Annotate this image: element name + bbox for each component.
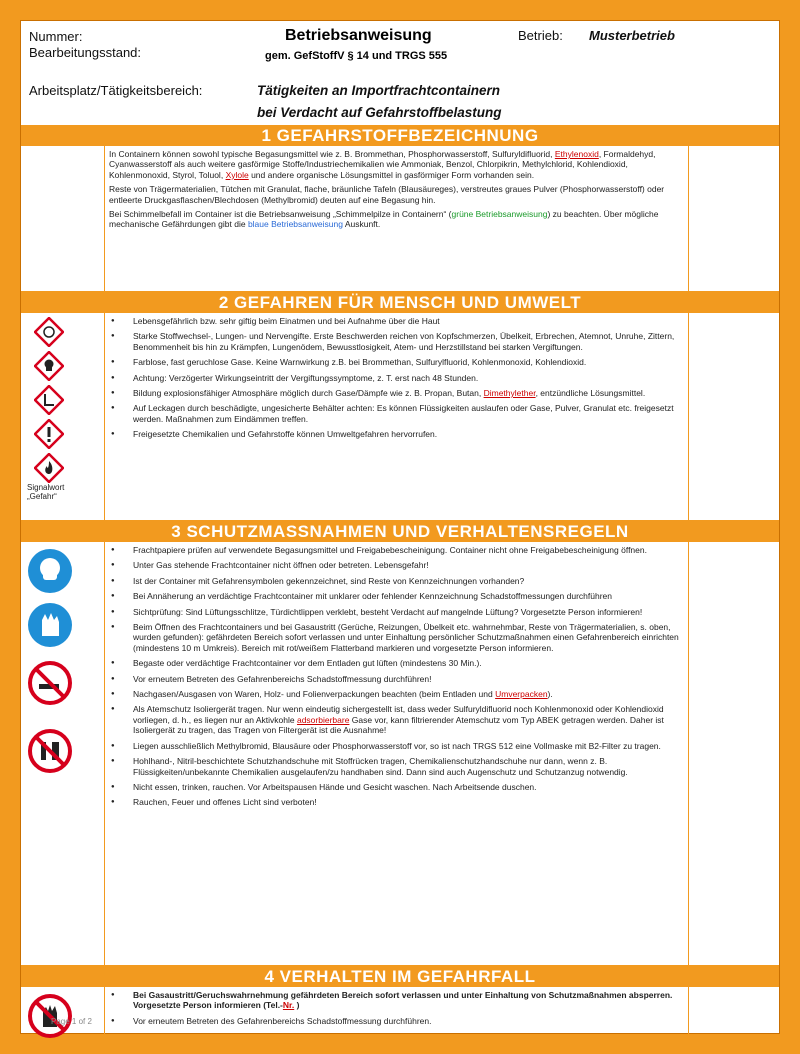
arbeitsplatz-line2: bei Verdacht auf Gefahrstoffbelastung bbox=[257, 105, 502, 120]
no-smoking-icon bbox=[27, 660, 73, 706]
document-header bbox=[21, 21, 779, 125]
list-item: ● Bei Gasaustritt/Geruchswahrnehmung gefährdeten Bereich sofort verlassen und unter Einhaltung von Schutzmaßnahmen absperren. Vorgesetzte Person informieren (Tel.-Nr. ) bbox=[109, 990, 684, 1011]
list-item: ● Unter Gas stehende Frachtcontainer nicht öffnen oder betreten. Lebensgefahr! bbox=[109, 560, 684, 570]
ghs-health-hazard-icon bbox=[34, 385, 64, 415]
ghs-gas-cylinder-icon bbox=[34, 317, 64, 347]
list-item: ● Bei Annäherung an verdächtige Frachtcontainer mit unklarer oder fehlender Kennzeichnung Schadstoffmessungen durchführen bbox=[109, 591, 684, 601]
section1-text: In Containern können sowohl typische Begasungsmittel wie z. B. Brommethan, Phosphorwasserstoff, Sulfuryldifluorid, Ethylenoxid, Formaldehyd, Cyanwasserstoff als auch weitere gasförmige Stoffe/Industriechemikalien wie Ammoniak, Benzol, Chlorpikrin, Methylchlorid, Kohlendioxid, Kohlenmonoxid, Styrol, Toluol, Xylole und andere organische Lösungsmittel in gasförmiger Form vorhanden sein. Reste von Trägermaterialien, Tütchen mit Granulat, flache, bräunliche Tafeln (Blausäureges), verstreutes graues Pulver (Phosphorwasserstoff) oder entleerte Druckgasflaschen/Blechdosen (Methylbromid) deuten auf eine Begasung hin. Bei Schimmelbefall im Container ist die Betriebsanweisung „Schimmelpilze in Containern“ (grüne Betriebsanweisung) zu beachten. Über mögliche mechanische Gefährdungen gibt die blaue Betriebsanweisung Auskunft. bbox=[105, 146, 689, 291]
list-item: ● Rauchen, Feuer und offenes Licht sind verboten! bbox=[109, 797, 684, 807]
list-item: ● Freigesetzte Chemikalien und Gefahrstoffe können Umweltgefahren hervorrufen. bbox=[109, 429, 684, 439]
section1-title: 1 GEFAHRSTOFFBEZEICHNUNG bbox=[21, 125, 779, 146]
section4-row bbox=[21, 987, 779, 1044]
section1-row bbox=[21, 146, 779, 292]
section2-title: 2 GEFAHREN FÜR MENSCH UND UMWELT bbox=[21, 292, 779, 313]
section3-row bbox=[21, 542, 779, 966]
ghs-flame-icon bbox=[34, 453, 64, 483]
section4-list bbox=[105, 987, 689, 1044]
ghs-skull-icon bbox=[34, 351, 64, 381]
arbeitsplatz-line1: Tätigkeiten an Importfrachtcontainern bbox=[257, 83, 501, 98]
list-item: ● Begaste oder verdächtige Frachtcontainer vor dem Entladen gut lüften (mindestens 30 Min.). bbox=[109, 658, 684, 668]
list-item: ● Als Atemschutz Isoliergerät tragen. Nur wenn eindeutig sichergestellt ist, dass weder Sulfuryldifluorid noch Kohlenmonoxid oder Kohlendioxid vorliegen, d. h., es liegen nur an Aktivkohle adsorbierbare Gase vor, kann filtrierender Atemschutz vom Typ ABEK getragen werden. Daher ist Isoliergerät zu tragen, das Tragen von Filtergerät ist die Ausnahme! bbox=[109, 704, 684, 735]
betriebsanweisung-page bbox=[20, 20, 780, 1034]
list-item: ● Beim Öffnen des Frachtcontainers und bei Gasaustritt (Gerüche, Reizungen, Übelkeit etc. wahrnehmbar, Reste von Trägermaterialien, s. oben, wurden gefunden): gefährdeten Bereich sofort verlassen und unter Einhaltung persönlicher Schutzmaßnahmen einen Gefahrenbereich einrichten (mindestens 10 m Umkreis). Bereich mit rot/weißem Flatterband markieren und vorgesetzte Person informieren. bbox=[109, 622, 684, 653]
protection-signs bbox=[21, 542, 105, 965]
list-item: ● Vor erneutem Betreten des Gefahrenbereichs Schadstoffmessung durchführen! bbox=[109, 674, 684, 684]
list-item: ● Auf Leckagen durch beschädigte, ungesicherte Behälter achten: Es können Flüssigkeiten auslaufen oder Gase, Pulver, Granulat etc. freigesetzt werden. Maßnahmen zum Eindämmen treffen. bbox=[109, 403, 684, 424]
section3-list bbox=[105, 542, 689, 965]
list-item: ● Sichtprüfung: Sind Lüftungsschlitze, Türdichtlippen verklebt, besteht Verdacht auf mangelnde Lüftung? Vorgesetzte Person informieren! bbox=[109, 607, 684, 617]
bearbeitungsstand-label: Bearbeitungsstand: bbox=[29, 45, 142, 60]
ghs-pictograms bbox=[21, 313, 105, 520]
document-subtitle: gem. GefStoffV § 14 und TRGS 555 bbox=[265, 50, 448, 62]
list-item: ● Starke Stoffwechsel-, Lungen- und Nervengifte. Erste Beschwerden reichen von Kopfschmerzen, Übelkeit, Erbrechen, Atemnot, Unruhe, Zittern, Benommenheit bis hin zu Krämpfen, Lungenödem, Bewusstlosigkeit, Atem- und Herzstillstand bei starken Vergiftungen. bbox=[109, 331, 684, 352]
stop-hand-icon bbox=[27, 993, 73, 1039]
signal-word: Signalwort „Gefahr“ bbox=[27, 483, 65, 501]
ghs-exclamation-icon bbox=[34, 419, 64, 449]
list-item: ● Hohlhand-, Nitril-beschichtete Schutzhandschuhe mit Stoffrücken tragen, Chemikalienschutzhandschuhe nur dann, wenn z. B. Flüssigkeiten/unbekannte Chemikalien ausgelaufen/zu handhaben sind. Dann sind auch Augenschutz und Schutzanzug notwendig. bbox=[109, 756, 684, 777]
section3-title: 3 SCHUTZMASSNAHMEN UND VERHALTENSREGELN bbox=[21, 521, 779, 542]
list-item: ● Ist der Container mit Gefahrensymbolen gekennzeichnet, sind Reste von Kennzeichnungen vorhanden? bbox=[109, 576, 684, 586]
betrieb-value: Musterbetrieb bbox=[589, 28, 675, 43]
respirator-mandatory-icon bbox=[27, 548, 73, 594]
list-item: ● Frachtpapiere prüfen auf verwendete Begasungsmittel und Freigabebescheinigung. Container nicht ohne Freigabebescheinigung öffnen. bbox=[109, 545, 684, 555]
list-item: ● Lebensgefährlich bzw. sehr giftig beim Einatmen und bei Aufnahme über die Haut bbox=[109, 316, 684, 326]
section2-row bbox=[21, 313, 779, 521]
page-watermark: Page 1 of 2 bbox=[51, 1017, 92, 1026]
document-title: Betriebsanweisung bbox=[285, 27, 432, 44]
list-item: ● Vor erneutem Betreten des Gefahrenbereichs Schadstoffmessung durchführen. bbox=[109, 1016, 684, 1026]
section4-title: 4 VERHALTEN IM GEFAHRFALL bbox=[21, 966, 779, 987]
nummer-label: Nummer: bbox=[29, 29, 83, 44]
list-item: ● Nachgasen/Ausgasen von Waren, Holz- und Folienverpackungen beachten (beim Entladen und Umverpacken). bbox=[109, 689, 684, 699]
section2-list bbox=[105, 313, 689, 520]
list-item: ● Bildung explosionsfähiger Atmosphäre möglich durch Gase/Dämpfe wie z. B. Propan, Butan, Dimethylether, entzündliche Lösungsmittel. bbox=[109, 388, 684, 398]
list-item: ● Achtung: Verzögerter Wirkungseintritt der Vergiftungssymptome, z. T. erst nach 48 Stunden. bbox=[109, 373, 684, 383]
no-eating-drinking-icon bbox=[27, 728, 73, 774]
arbeitsplatz-label: Arbeitsplatz/Tätigkeitsbereich: bbox=[29, 83, 203, 98]
betrieb-label: Betrieb: bbox=[518, 28, 563, 43]
section1-paragraph2: Reste von Trägermaterialien, Tütchen mit Granulat, flache, bräunliche Tafeln (Blausäureges), verstreutes graues Pulver (Phosphorwasserstoff) oder entleerte Druckgasflaschen/Blechdosen (Methylbromid) deuten auf eine Begasung hin. bbox=[109, 184, 665, 205]
list-item: ● Farblose, fast geruchlose Gase. Keine Warnwirkung z.B. bei Brommethan, Sulfurylfluorid, Kohlenmonoxid, Kohlendioxid. bbox=[109, 357, 684, 367]
gloves-mandatory-icon bbox=[27, 602, 73, 648]
list-item: ● Nicht essen, trinken, rauchen. Vor Arbeitspausen Hände und Gesicht waschen. Nach Arbeitsende duschen. bbox=[109, 782, 684, 792]
list-item: ● Liegen ausschließlich Methylbromid, Blausäure oder Phosphorwasserstoff vor, so ist nach TRGS 512 eine Vollmaske mit B2-Filter zu tragen. bbox=[109, 741, 684, 751]
